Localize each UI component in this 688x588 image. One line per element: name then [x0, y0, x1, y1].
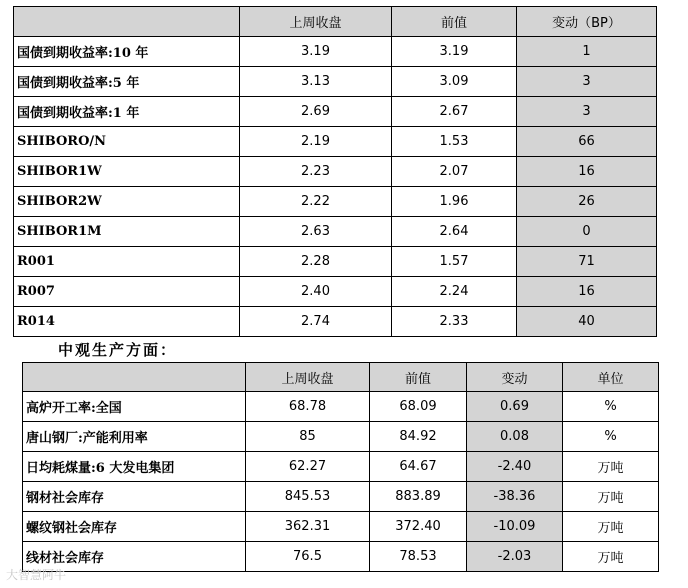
- change-cell: -2.40: [467, 452, 563, 482]
- unit-cell: %: [563, 392, 659, 422]
- change-cell: 16: [517, 277, 657, 307]
- previous-value-cell: 883.89: [370, 482, 467, 512]
- previous-value-cell: 78.53: [370, 542, 467, 572]
- table-row: [14, 37, 657, 67]
- last-close-cell: 2.40: [240, 277, 392, 307]
- last-close-cell: 2.19: [240, 127, 392, 157]
- last-close-cell: 845.53: [246, 482, 370, 512]
- last-close-cell: 76.5: [246, 542, 370, 572]
- table-row: [14, 187, 657, 217]
- table-row: [14, 97, 657, 127]
- table-row: [14, 307, 657, 337]
- change-cell: 3: [517, 67, 657, 97]
- previous-value-cell: 1.96: [392, 187, 517, 217]
- previous-value-cell: 1.57: [392, 247, 517, 277]
- row-label: 高炉开工率:全国: [23, 392, 246, 422]
- last-close-cell: 62.27: [246, 452, 370, 482]
- unit-cell: 万吨: [563, 482, 659, 512]
- unit-cell: 万吨: [563, 512, 659, 542]
- table-row: [14, 67, 657, 97]
- last-close-cell: 2.74: [240, 307, 392, 337]
- interest-rate-table: [13, 6, 657, 337]
- previous-value-cell: 2.67: [392, 97, 517, 127]
- last-close-cell: 68.78: [246, 392, 370, 422]
- change-cell: 26: [517, 187, 657, 217]
- last-close-cell: 2.22: [240, 187, 392, 217]
- column-header: 上周收盘: [240, 7, 392, 37]
- unit-cell: 万吨: [563, 452, 659, 482]
- table-row: [14, 217, 657, 247]
- table-row: [14, 127, 657, 157]
- column-header: [23, 363, 246, 392]
- unit-cell: 万吨: [563, 542, 659, 572]
- table-row: [14, 157, 657, 187]
- change-cell: -2.03: [467, 542, 563, 572]
- column-header: 单位: [563, 363, 659, 392]
- column-header: 变动: [467, 363, 563, 392]
- previous-value-cell: 2.64: [392, 217, 517, 247]
- change-cell: -10.09: [467, 512, 563, 542]
- change-cell: 16: [517, 157, 657, 187]
- previous-value-cell: 2.24: [392, 277, 517, 307]
- table-row: [14, 277, 657, 307]
- change-cell: 40: [517, 307, 657, 337]
- change-cell: 0.69: [467, 392, 563, 422]
- previous-value-cell: 2.33: [392, 307, 517, 337]
- row-label: 日均耗煤量:6 大发电集团: [23, 452, 246, 482]
- previous-value-cell: 1.53: [392, 127, 517, 157]
- row-label: 国债到期收益率:5 年: [14, 67, 240, 97]
- last-close-cell: 3.13: [240, 67, 392, 97]
- table-row: [23, 542, 659, 572]
- production-table: [22, 362, 659, 572]
- last-close-cell: 362.31: [246, 512, 370, 542]
- previous-value-cell: 68.09: [370, 392, 467, 422]
- previous-value-cell: 372.40: [370, 512, 467, 542]
- change-cell: 66: [517, 127, 657, 157]
- row-label: 螺纹钢社会库存: [23, 512, 246, 542]
- last-close-cell: 2.69: [240, 97, 392, 127]
- row-label: 国债到期收益率:1 年: [14, 97, 240, 127]
- change-cell: 0: [517, 217, 657, 247]
- column-header: 变动（BP）: [517, 7, 657, 37]
- row-label: 钢材社会库存: [23, 482, 246, 512]
- table-row: [14, 247, 657, 277]
- change-cell: -38.36: [467, 482, 563, 512]
- row-label: SHIBOR1W: [14, 157, 240, 187]
- last-close-cell: 85: [246, 422, 370, 452]
- row-label: SHIBORO/N: [14, 127, 240, 157]
- table-header-row: [14, 7, 657, 37]
- change-cell: 71: [517, 247, 657, 277]
- row-label: R007: [14, 277, 240, 307]
- previous-value-cell: 2.07: [392, 157, 517, 187]
- last-close-cell: 3.19: [240, 37, 392, 67]
- table-row: [23, 392, 659, 422]
- watermark: 大智慧阿牛: [6, 568, 67, 582]
- last-close-cell: 2.23: [240, 157, 392, 187]
- change-cell: 1: [517, 37, 657, 67]
- row-label: SHIBOR2W: [14, 187, 240, 217]
- row-label: 线材社会库存: [23, 542, 246, 572]
- unit-cell: %: [563, 422, 659, 452]
- column-header: 前值: [370, 363, 467, 392]
- column-header: 上周收盘: [246, 363, 370, 392]
- table-row: [23, 512, 659, 542]
- table-header-row: [23, 363, 659, 392]
- table-row: [23, 422, 659, 452]
- last-close-cell: 2.28: [240, 247, 392, 277]
- row-label: SHIBOR1M: [14, 217, 240, 247]
- change-cell: 0.08: [467, 422, 563, 452]
- table-row: [23, 452, 659, 482]
- table-row: [23, 482, 659, 512]
- previous-value-cell: 64.67: [370, 452, 467, 482]
- column-header: 前值: [392, 7, 517, 37]
- last-close-cell: 2.63: [240, 217, 392, 247]
- previous-value-cell: 84.92: [370, 422, 467, 452]
- row-label: R001: [14, 247, 240, 277]
- section-title: 中观生产方面：: [58, 341, 178, 359]
- row-label: 唐山钢厂:产能利用率: [23, 422, 246, 452]
- previous-value-cell: 3.09: [392, 67, 517, 97]
- column-header: [14, 7, 240, 37]
- previous-value-cell: 3.19: [392, 37, 517, 67]
- row-label: 国债到期收益率:10 年: [14, 37, 240, 67]
- change-cell: 3: [517, 97, 657, 127]
- row-label: R014: [14, 307, 240, 337]
